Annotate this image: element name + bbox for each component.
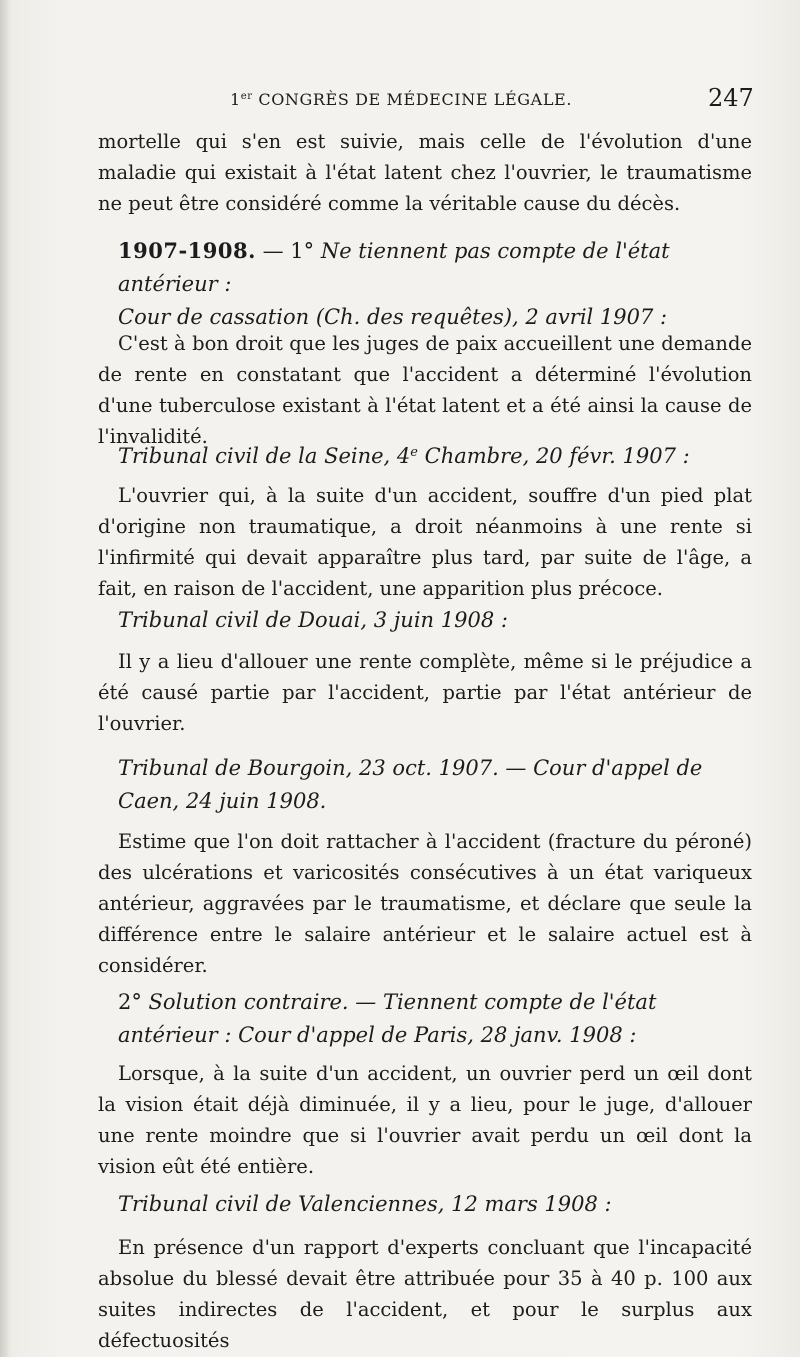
- paragraph-continuation: mortelle qui s'en est suivie, mais celle de l'évolution d'une maladie qui existait à l'état latent chez l'ouvrier, le traumatisme ne peut être considéré comme la véritable cause du décès.: [98, 130, 752, 215]
- heading-title: Ne tiennent pas compte de l'état antérieur :: [118, 239, 670, 296]
- paragraph-cassation: C'est à bon droit que les juges de paix accueillent une demande de rente en constatant que l'accident a déterminé l'évolution d'une tuberculose existant à l'état latent et a été ainsi la cause de l'invalidité.: [98, 332, 752, 448]
- paragraph-valenciennes: En présence d'un rapport d'experts concluant que l'incapacité absolue du blessé devait être attribuée pour 35 à 40 p. 100 aux suites indirectes de l'accident, et pour le surplus aux défectuosités: [98, 1236, 752, 1352]
- heading-number: 2°: [118, 990, 149, 1014]
- heading-tribunal-seine: [118, 436, 758, 473]
- running-head-text: CONGRÈS DE MÉDECINE LÉGALE.: [252, 90, 573, 109]
- running-head-ordinal: 1: [230, 90, 241, 109]
- heading-tribunal-valenciennes: Tribunal civil de Valenciennes, 12 mars 1908 :: [118, 1192, 612, 1216]
- heading-solution-contraire: [118, 986, 758, 1052]
- running-head-sup: er: [240, 91, 253, 102]
- heading-dash: — 1°: [255, 239, 321, 263]
- page-gutter-shadow: [0, 0, 10, 1357]
- page-number: 247: [708, 84, 754, 112]
- paragraph-paris: Lorsque, à la suite d'un accident, un ouvrier perd un œil dont la vision était déjà diminuée, il y a lieu, pour le juge, d'allouer une rente moindre que si l'ouvrier avait perdu un œil dont la vision eût été entière.: [98, 1062, 752, 1178]
- heading-seine-sup: e: [410, 445, 418, 460]
- heading-court-cassation: Cour de cassation (Ch. des requêtes), 2 avril 1907 :: [118, 305, 668, 329]
- heading-seine-b: Chambre, 20 févr. 1907 :: [417, 444, 690, 468]
- heading-year: 1907-1908.: [118, 238, 256, 263]
- section-heading-1907-1908: [118, 234, 758, 334]
- heading-seine-a: Tribunal civil de la Seine, 4: [118, 444, 411, 468]
- running-head: [230, 90, 572, 109]
- heading-solution-text: Solution contraire. — Tiennent compte de l'état antérieur : Cour d'appel de Paris, 28 janv. 1908 :: [118, 990, 657, 1047]
- paragraph-douai: Il y a lieu d'allouer une rente complète, même si le préjudice a été causé partie par l'accident, partie par l'état antérieur de l'ouvrier.: [98, 650, 752, 735]
- heading-tribunal-bourgoin: Tribunal de Bourgoin, 23 oct. 1907. — Cour d'appel de Caen, 24 juin 1908.: [118, 756, 703, 813]
- heading-tribunal-douai: Tribunal civil de Douai, 3 juin 1908 :: [118, 608, 508, 632]
- paragraph-seine: L'ouvrier qui, à la suite d'un accident, souffre d'un pied plat d'origine non traumatique, a droit néanmoins à une rente si l'infirmité qui devait apparaître plus tard, par suite de l'âge, a fait, en raison de l'accident, une apparition plus précoce.: [98, 484, 752, 600]
- paragraph-bourgoin: Estime que l'on doit rattacher à l'accident (fracture du péroné) des ulcérations et varicosités consécutives à un état variqueux antérieur, aggravées par le traumatisme, et déclare que seule la différence entre le salaire antérieur et le salaire actuel est à considérer.: [98, 830, 752, 977]
